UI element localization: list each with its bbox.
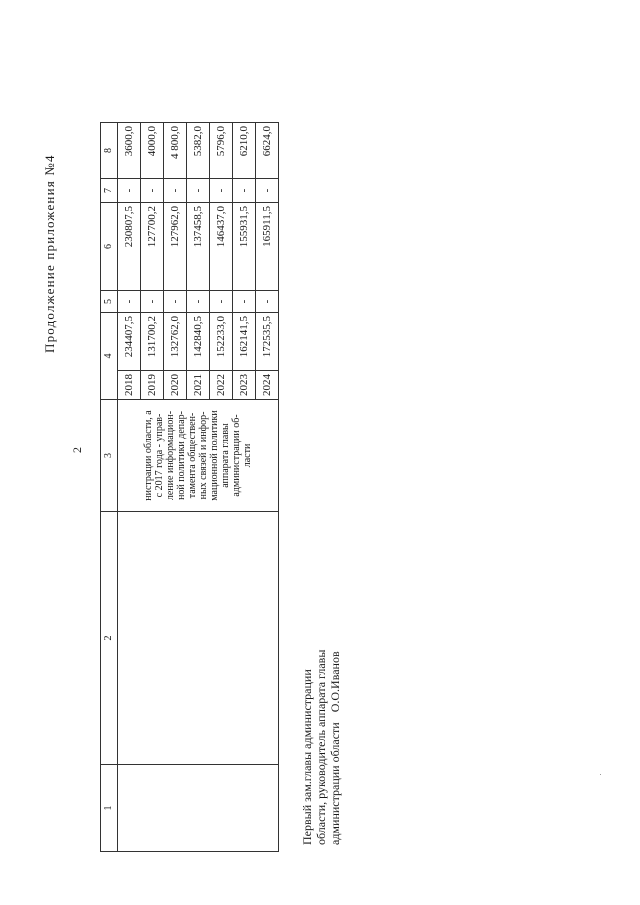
year-cell: 2019	[141, 371, 164, 400]
executor-cell	[118, 400, 279, 512]
amount-cell: -	[164, 291, 187, 313]
amount-cell: 4 800,0	[164, 123, 187, 179]
amount-cell: 137458,5	[187, 203, 210, 291]
continuation-title: Продолжение приложения №4	[42, 154, 57, 353]
signature-line: области, руководитель аппарата главы	[314, 649, 328, 845]
signature-block	[300, 650, 342, 845]
year-cell: 2021	[187, 371, 210, 400]
executor-text-line: ных связей и инфор-	[198, 411, 209, 500]
total-amount-cell: 234407,5	[118, 313, 141, 371]
total-amount-cell: 142840,5	[187, 313, 210, 371]
year-cell: 2024	[256, 371, 279, 400]
signature-line: Первый зам.главы администрации	[300, 669, 314, 845]
executor-text-line: нистрации области, а	[143, 410, 154, 501]
executor-text-line: аппарата главы	[220, 423, 231, 488]
amount-cell: 127700,2	[141, 203, 164, 291]
total-amount-cell: 152233,0	[210, 313, 233, 371]
amount-cell: -	[233, 291, 256, 313]
amount-cell: -	[233, 179, 256, 203]
column-header: 3	[101, 400, 118, 512]
amount-cell: -	[118, 179, 141, 203]
cell-col2	[118, 512, 279, 765]
total-amount-cell: 131700,2	[141, 313, 164, 371]
amount-cell: -	[256, 179, 279, 203]
total-amount-cell: 132762,0	[164, 313, 187, 371]
column-header: 4	[101, 313, 118, 400]
budget-table	[100, 122, 279, 852]
executor-text-line: ление информацион-	[165, 410, 176, 501]
column-header: 8	[101, 123, 118, 179]
amount-cell: -	[210, 291, 233, 313]
amount-cell: 6210,0	[233, 123, 256, 179]
page-number: 2	[70, 447, 84, 453]
year-cell: 2023	[233, 371, 256, 400]
executor-text-line: тамента обществен-	[187, 412, 198, 499]
executor-text-line: администрации об-	[231, 414, 242, 497]
total-amount-cell: 162141,5	[233, 313, 256, 371]
year-cell: 2020	[164, 371, 187, 400]
executor-text-line: с 2017 года - управ-	[154, 413, 165, 498]
signature-position: администрации области	[328, 722, 342, 845]
amount-cell: 165911,5	[256, 203, 279, 291]
table-row	[118, 123, 141, 852]
amount-cell: 230807,5	[118, 203, 141, 291]
year-cell: 2022	[210, 371, 233, 400]
column-header: 2	[101, 512, 118, 765]
amount-cell: 3600,0	[118, 123, 141, 179]
year-cell: 2018	[118, 371, 141, 400]
amount-cell: -	[187, 179, 210, 203]
amount-cell: -	[210, 179, 233, 203]
cell-col1	[118, 765, 279, 852]
amount-cell: 6624,0	[256, 123, 279, 179]
amount-cell: 127962,0	[164, 203, 187, 291]
amount-cell: 5796,0	[210, 123, 233, 179]
column-header: 5	[101, 291, 118, 313]
amount-cell: -	[164, 179, 187, 203]
amount-cell: -	[256, 291, 279, 313]
amount-cell: -	[141, 179, 164, 203]
amount-cell: 5382,0	[187, 123, 210, 179]
amount-cell: -	[118, 291, 141, 313]
scan-artifact	[600, 774, 601, 775]
column-header: 7	[101, 179, 118, 203]
signatory-name: О.О.Иванов	[328, 651, 342, 713]
amount-cell: -	[187, 291, 210, 313]
amount-cell: 146437,0	[210, 203, 233, 291]
column-header: 6	[101, 203, 118, 291]
executor-text-line: ласти	[242, 443, 253, 468]
table-header-row	[101, 123, 118, 852]
amount-cell: 4000,0	[141, 123, 164, 179]
amount-cell: 155931,5	[233, 203, 256, 291]
total-amount-cell: 172535,5	[256, 313, 279, 371]
executor-text-line: мационной политики	[209, 410, 220, 501]
column-header: 1	[101, 765, 118, 852]
amount-cell: -	[141, 291, 164, 313]
signature-line	[328, 650, 342, 845]
executor-text-line: ной политики депар-	[176, 411, 187, 500]
